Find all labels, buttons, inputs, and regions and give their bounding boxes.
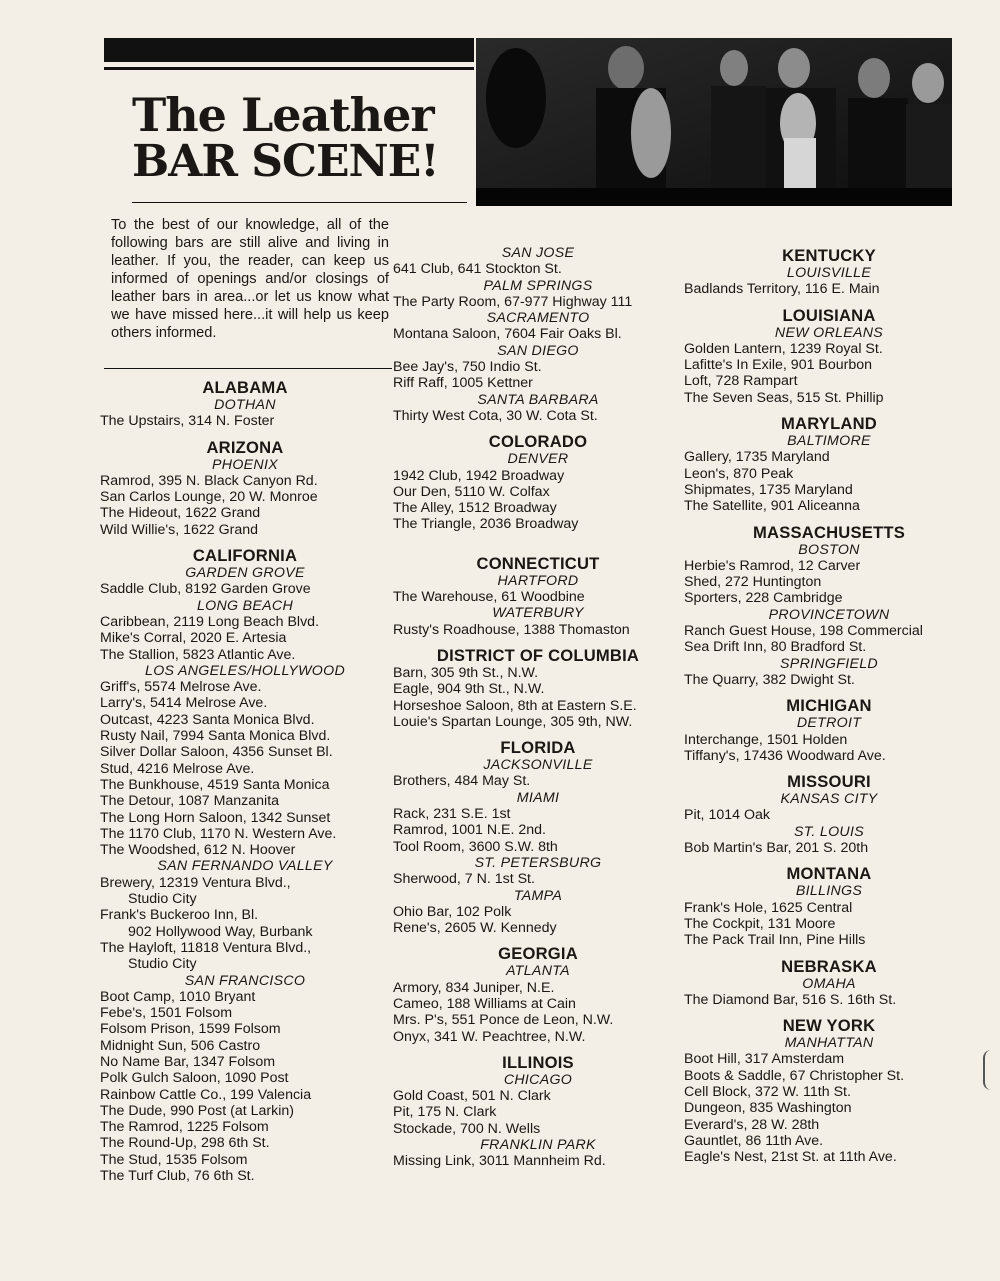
- bar-listing: Sporters, 228 Cambridge: [684, 590, 843, 607]
- city-heading: FRANKLIN PARK: [480, 1137, 596, 1154]
- bar-listing-continued: 902 Hollywood Way, Burbank: [128, 923, 313, 940]
- city-heading: SAN FERNANDO VALLEY: [157, 858, 333, 875]
- city-heading: ST. PETERSBURG: [474, 854, 602, 871]
- bar-listing: Tool Room, 3600 S.W. 8th: [393, 838, 558, 855]
- state-heading: ARIZONA: [206, 437, 284, 457]
- bar-listing: Gallery, 1735 Maryland: [684, 449, 830, 466]
- bar-listing: Dungeon, 835 Washington: [684, 1100, 852, 1117]
- bar-listing: Shipmates, 1735 Maryland: [684, 481, 853, 498]
- bar-listing: Mike's Corral, 2020 E. Artesia: [100, 630, 287, 647]
- section-spacer: [684, 298, 974, 306]
- bar-listing: Gauntlet, 86 11th Ave.: [684, 1132, 824, 1149]
- section-spacer: [393, 730, 683, 738]
- city-heading: SACRAMENTO: [486, 310, 590, 327]
- bar-listing: The Alley, 1512 Broadway: [393, 500, 557, 517]
- bar-listing: Gold Coast, 501 N. Clark: [393, 1088, 551, 1105]
- bar-listing: Ranch Guest House, 198 Commercial: [684, 623, 923, 640]
- bar-listing: The Diamond Bar, 516 S. 16th St.: [684, 991, 897, 1008]
- bar-listing: The Bunkhouse, 4519 Santa Monica: [100, 776, 330, 793]
- city-heading: LOS ANGELES/HOLLYWOOD: [145, 662, 345, 679]
- bar-listing: The Quarry, 382 Dwight St.: [684, 671, 855, 688]
- state-heading: MASSACHUSETTS: [753, 522, 905, 542]
- bar-listing: Boots & Saddle, 67 Christopher St.: [684, 1067, 905, 1084]
- city-heading: OMAHA: [802, 975, 856, 992]
- city-heading: SANTA BARBARA: [477, 391, 599, 408]
- bar-listing: Everard's, 28 W. 28th: [684, 1116, 820, 1133]
- bar-listing-continued: Studio City: [128, 956, 197, 973]
- bar-listing: The Round-Up, 298 6th St.: [100, 1135, 270, 1152]
- bar-listing: Larry's, 5414 Melrose Ave.: [100, 695, 268, 712]
- bar-listing: The Stud, 1535 Folsom: [100, 1151, 248, 1168]
- bar-listing: Missing Link, 3011 Mannheim Rd.: [393, 1153, 606, 1170]
- city-heading: PALM SPRINGS: [483, 277, 593, 294]
- bar-listing: Ramrod, 395 N. Black Canyon Rd.: [100, 472, 318, 489]
- bar-listing: The Turf Club, 76 6th St.: [100, 1168, 255, 1185]
- bar-listing: Badlands Territory, 116 E. Main: [684, 281, 880, 298]
- bar-listing: 1942 Club, 1942 Broadway: [393, 467, 565, 484]
- header-thick-rule: [104, 38, 474, 62]
- city-heading: LONG BEACH: [196, 597, 294, 614]
- state-heading: FLORIDA: [500, 738, 576, 758]
- page-title-line2: BAR SCENE!: [132, 136, 439, 187]
- city-heading: BALTIMORE: [787, 433, 871, 450]
- bar-listing: Rusty Nail, 7994 Santa Monica Blvd.: [100, 728, 331, 745]
- state-heading: ALABAMA: [202, 378, 288, 397]
- listing-column-2: [393, 245, 683, 1170]
- bar-listing: Boot Hill, 317 Amsterdam: [684, 1051, 845, 1068]
- city-heading: DOTHAN: [214, 397, 276, 413]
- bar-listing: Loft, 728 Rampart: [684, 373, 798, 390]
- bar-listing: Ohio Bar, 102 Polk: [393, 903, 512, 920]
- section-spacer: [684, 406, 974, 414]
- section-spacer: [684, 515, 974, 523]
- bar-listing: The Seven Seas, 515 St. Phillip: [684, 389, 884, 406]
- section-spacer: [684, 856, 974, 864]
- bar-listing: Lafitte's In Exile, 901 Bourbon: [684, 357, 873, 374]
- bar-listing: Febe's, 1501 Folsom: [100, 1005, 233, 1022]
- nightclub-crowd-photo: [476, 38, 952, 206]
- city-heading: TAMPA: [513, 887, 563, 904]
- bar-listing: The Pack Trail Inn, Pine Hills: [684, 932, 866, 949]
- bar-listing: The Stallion, 5823 Atlantic Ave.: [100, 646, 296, 663]
- bar-listing: Louie's Spartan Lounge, 305 9th, NW.: [393, 713, 633, 730]
- bar-listing: Thirty West Cota, 30 W. Cota St.: [393, 407, 598, 424]
- city-heading: ST. LOUIS: [794, 823, 864, 840]
- bar-listing: Sea Drift Inn, 80 Bradford St.: [684, 639, 867, 656]
- city-heading: WATERBURY: [492, 605, 584, 622]
- bar-listing: San Carlos Lounge, 20 W. Monroe: [100, 489, 318, 506]
- bar-listing: Golden Lantern, 1239 Royal St.: [684, 340, 883, 357]
- bar-listing: The Hideout, 1622 Grand: [100, 505, 261, 522]
- bar-listing: Eagle, 904 9th St., N.W.: [393, 681, 545, 698]
- bar-listing: Montana Saloon, 7604 Fair Oaks Bl.: [393, 326, 622, 343]
- bar-listing: The Satellite, 901 Aliceanna: [684, 498, 860, 515]
- bar-listing: The Dude, 990 Post (at Larkin): [100, 1102, 294, 1119]
- page-title: [132, 88, 439, 187]
- state-heading: MICHIGAN: [786, 696, 872, 716]
- bar-listing: Polk Gulch Saloon, 1090 Post: [100, 1070, 289, 1087]
- bar-listing: No Name Bar, 1347 Folsom: [100, 1053, 276, 1070]
- state-heading: NEW YORK: [782, 1016, 876, 1036]
- bar-listing: Pit, 175 N. Clark: [393, 1104, 497, 1121]
- section-spacer: [684, 688, 974, 696]
- state-heading: LOUISIANA: [782, 305, 876, 325]
- section-spacer: [393, 533, 683, 554]
- bar-listing: The 1170 Club, 1170 N. Western Ave.: [100, 825, 337, 842]
- bar-listing: Rack, 231 S.E. 1st: [393, 806, 511, 823]
- bar-listing: Our Den, 5110 W. Colfax: [393, 483, 550, 500]
- section-spacer: [100, 538, 390, 546]
- section-spacer: [393, 638, 683, 646]
- state-heading: MARYLAND: [781, 414, 877, 434]
- bar-listing-continued: Studio City: [128, 891, 197, 908]
- city-heading: MANHATTAN: [784, 1035, 874, 1052]
- city-heading: DETROIT: [796, 715, 862, 732]
- bar-listing: Cameo, 188 Williams at Cain: [393, 995, 576, 1012]
- intro-divider: [104, 368, 392, 369]
- city-heading: HARTFORD: [497, 572, 579, 589]
- bar-listing: Interchange, 1501 Holden: [684, 731, 848, 748]
- listing-column-1: [100, 378, 390, 1184]
- city-heading: KANSAS CITY: [780, 791, 878, 808]
- city-heading: SPRINGFIELD: [780, 655, 878, 672]
- city-heading: CHICAGO: [503, 1071, 573, 1088]
- bar-listing: Frank's Hole, 1625 Central: [684, 899, 853, 916]
- bar-listing: Saddle Club, 8192 Garden Grove: [100, 581, 311, 598]
- bar-listing: Wild Willie's, 1622 Grand: [100, 521, 259, 538]
- city-heading: BILLINGS: [795, 883, 863, 900]
- state-heading: MISSOURI: [787, 772, 871, 792]
- page-title-line1: The Leather: [132, 88, 434, 142]
- bar-listing: Mrs. P's, 551 Ponce de Leon, N.W.: [393, 1012, 614, 1029]
- bar-listing: Barn, 305 9th St., N.W.: [393, 664, 539, 681]
- bar-listing: The Warehouse, 61 Woodbine: [393, 589, 585, 606]
- listing-column-3: [684, 246, 974, 1165]
- bar-listing: The Woodshed, 612 N. Hoover: [100, 842, 296, 859]
- bar-listing: The Upstairs, 314 N. Foster: [100, 413, 275, 430]
- bar-listing: Shed, 272 Huntington: [684, 574, 822, 591]
- bar-listing: Silver Dollar Saloon, 4356 Sunset Bl.: [100, 744, 333, 761]
- bar-listing: Sherwood, 7 N. 1st St.: [393, 871, 535, 888]
- section-spacer: [393, 424, 683, 432]
- bar-listing: Brothers, 484 May St.: [393, 773, 531, 790]
- bar-listing: Ramrod, 1001 N.E. 2nd.: [393, 822, 546, 839]
- state-heading: KENTUCKY: [782, 246, 876, 265]
- bar-listing: Herbie's Ramrod, 12 Carver: [684, 557, 861, 574]
- bar-listing: Brewery, 12319 Ventura Blvd.,: [100, 874, 291, 891]
- bar-listing: Cell Block, 372 W. 11th St.: [684, 1083, 851, 1100]
- city-heading: JACKSONVILLE: [483, 757, 593, 774]
- bar-listing: Frank's Buckeroo Inn, Bl.: [100, 907, 259, 924]
- city-heading: MIAMI: [516, 789, 560, 806]
- bar-listing: Caribbean, 2119 Long Beach Blvd.: [100, 613, 320, 630]
- bar-listing: The Long Horn Saloon, 1342 Sunset: [100, 809, 331, 826]
- bar-listing: The Triangle, 2036 Broadway: [393, 516, 579, 533]
- city-heading: BOSTON: [798, 541, 860, 558]
- section-spacer: [684, 949, 974, 957]
- city-heading: NEW ORLEANS: [774, 324, 884, 341]
- city-heading: SAN DIEGO: [497, 342, 579, 359]
- bar-listing: Rainbow Cattle Co., 199 Valencia: [100, 1086, 312, 1103]
- bar-listing: The Detour, 1087 Manzanita: [100, 793, 280, 810]
- bar-listing: Stockade, 700 N. Wells: [393, 1120, 541, 1137]
- state-heading: ILLINOIS: [502, 1052, 574, 1072]
- bar-listing: The Hayloft, 11818 Ventura Blvd.,: [100, 939, 312, 956]
- bar-listing: The Cockpit, 131 Moore: [684, 915, 836, 932]
- state-heading: DISTRICT OF COLUMBIA: [436, 645, 640, 665]
- intro-paragraph: To the best of our knowledge, all of the following bars are still alive and living in leather. If you, the reader, can keep us informed of openings and/or closings of leather bars in area...or let us know what we have missed here...it will help us keep others informed.: [111, 217, 389, 341]
- bar-listing: The Party Room, 67-977 Highway 111: [393, 293, 633, 310]
- state-heading: CONNECTICUT: [476, 553, 600, 573]
- state-heading: CALIFORNIA: [192, 546, 298, 566]
- state-heading: NEBRASKA: [781, 956, 877, 976]
- bar-listing: Leon's, 870 Peak: [684, 465, 794, 482]
- bar-listing: Armory, 834 Juniper, N.E.: [393, 979, 555, 996]
- section-spacer: [684, 764, 974, 772]
- bar-listing: Folsom Prison, 1599 Folsom: [100, 1021, 281, 1038]
- bar-listing: Pit, 1014 Oak: [684, 807, 770, 824]
- bar-listing: Onyx, 341 W. Peachtree, N.W.: [393, 1028, 586, 1045]
- header-thin-rule: [104, 67, 474, 70]
- bar-listing: The Ramrod, 1225 Folsom: [100, 1119, 269, 1136]
- state-heading: MONTANA: [786, 864, 872, 884]
- section-spacer: [393, 936, 683, 944]
- section-spacer: [393, 1045, 683, 1053]
- bar-listing: Riff Raff, 1005 Kettner: [393, 375, 533, 392]
- page-edge-mark: [983, 1050, 995, 1090]
- city-heading: ATLANTA: [506, 963, 570, 980]
- city-heading: GARDEN GROVE: [185, 565, 305, 582]
- bar-listing: Eagle's Nest, 21st St. at 11th Ave.: [684, 1149, 897, 1166]
- title-underline: [132, 202, 467, 203]
- bar-listing: Boot Camp, 1010 Bryant: [100, 988, 256, 1005]
- city-heading: PHOENIX: [212, 456, 278, 473]
- bar-listing: Outcast, 4223 Santa Monica Blvd.: [100, 711, 315, 728]
- state-heading: GEORGIA: [498, 944, 578, 964]
- bar-listing: Bob Martin's Bar, 201 S. 20th: [684, 840, 869, 857]
- city-heading: SAN JOSE: [501, 245, 575, 261]
- bar-listing: Midnight Sun, 506 Castro: [100, 1037, 261, 1054]
- bar-listing: Bee Jay's, 750 Indio St.: [393, 359, 542, 376]
- bar-listing: 641 Club, 641 Stockton St.: [393, 261, 562, 278]
- city-heading: PROVINCETOWN: [768, 606, 890, 623]
- state-heading: COLORADO: [488, 432, 588, 452]
- bar-listing: Tiffany's, 17436 Woodward Ave.: [684, 747, 886, 764]
- bar-listing: Rusty's Roadhouse, 1388 Thomaston: [393, 621, 630, 638]
- city-heading: DENVER: [507, 451, 569, 468]
- bar-listing: Griff's, 5574 Melrose Ave.: [100, 679, 262, 696]
- section-spacer: [684, 1008, 974, 1016]
- city-heading: SAN FRANCISCO: [184, 972, 306, 989]
- section-spacer: [100, 430, 390, 438]
- city-heading: LOUISVILLE: [786, 265, 872, 281]
- bar-listing: Horseshoe Saloon, 8th at Eastern S.E.: [393, 697, 637, 714]
- bar-listing: Rene's, 2605 W. Kennedy: [393, 920, 557, 937]
- bar-listing: Stud, 4216 Melrose Ave.: [100, 760, 255, 777]
